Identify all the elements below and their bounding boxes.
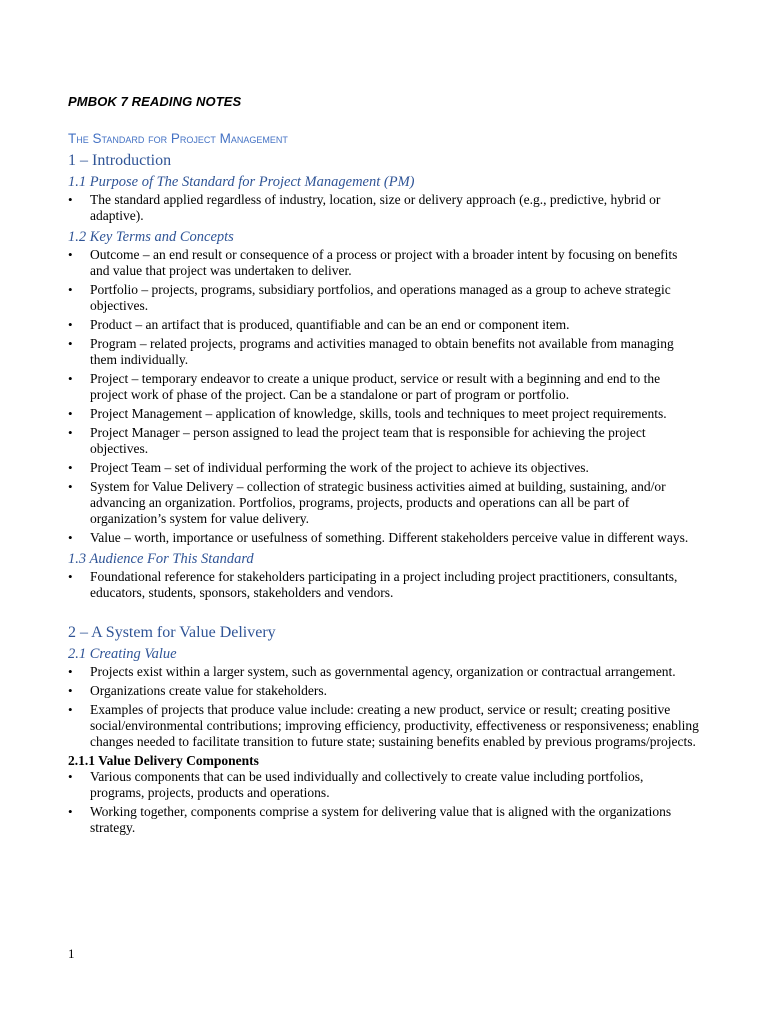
bullet-icon: • [68,479,73,494]
list-item: • Working together, components comprise a system for delivering value that is aligned with the organizations strategy. [68,804,672,835]
list-item: • Product – an artifact that is produced, quantifiable and can be an end or component item. [68,317,570,332]
list-item: • Project Team – set of individual performing the work of the project to achieve its objectives. [68,460,589,475]
bullet-icon: • [68,336,73,351]
list-item: • Foundational reference for stakeholders participating in a project including project practitioners, consultants, educators, students, sponsors, stakeholders and vendors. [68,569,678,600]
bullet-list-1-2 [68,247,700,546]
bullet-icon: • [68,683,73,698]
list-item: • Project Management – application of knowledge, skills, tools and techniques to meet project requirements. [68,406,667,421]
bullet-list-1-1 [68,192,700,224]
subsection-heading-2-1: 2.1 Creating Value [68,646,177,662]
bullet-icon: • [68,702,73,717]
section-spacer [68,604,700,622]
subsection-heading-1-2: 1.2 Key Terms and Concepts [68,229,234,245]
bullet-icon: • [68,406,73,421]
document-title: PMBOK 7 READING NOTES [68,94,242,109]
part-heading: The Standard for Project Management [68,131,288,146]
bullet-icon: • [68,282,73,297]
list-item: • Project – temporary endeavor to create a unique product, service or result with a beginning and end to the project work of phase of the project. Can be a standalone or part of program or portfolio. [68,371,661,402]
list-item: • Project Manager – person assigned to lead the project team that is responsible for achieving the project objectives. [68,425,646,456]
bullet-icon: • [68,317,73,332]
bullet-icon: • [68,425,73,440]
list-item: • Organizations create value for stakeholders. [68,683,328,698]
section-heading-2: 2 – A System for Value Delivery [68,624,276,641]
bullet-icon: • [68,664,73,679]
bullet-icon: • [68,804,73,819]
list-item: • System for Value Delivery – collection of strategic business activities aimed at building, sustaining, and/or advancing an organization. Portfolios, programs, projects, products and operations can all be part of organization’s system for value delivery. [68,479,666,526]
subsection-heading-1-3: 1.3 Audience For This Standard [68,551,254,567]
list-item: • Value – worth, importance or usefulness of something. Different stakeholders perceive value in different ways. [68,530,689,545]
page-number: 1 [68,946,75,961]
bullet-list-1-3 [68,569,700,601]
bullet-icon: • [68,569,73,584]
section-heading-1: 1 – Introduction [68,152,172,169]
list-item: • Various components that can be used individually and collectively to create value including portfolios, programs, projects, products and operations. [68,769,644,800]
document-body [68,128,700,839]
list-item: • The standard applied regardless of industry, location, size or delivery approach (e.g., predictive, hybrid or adaptive). [68,192,661,223]
list-item: • Outcome – an end result or consequence of a process or project with a broader intent by focusing on benefits and value that project was undertaken to deliver. [68,247,678,278]
bullet-icon: • [68,247,73,262]
bullet-icon: • [68,192,73,207]
bullet-icon: • [68,371,73,386]
bullet-icon: • [68,460,73,475]
list-item: • Portfolio – projects, programs, subsidiary portfolios, and operations managed as a group to acheve strategic objectives. [68,282,671,313]
bullet-list-2-1 [68,664,700,750]
bullet-list-2-1-1 [68,769,700,836]
subsubsection-heading-2-1-1: 2.1.1 Value Delivery Components [68,753,259,768]
bullet-icon: • [68,769,73,784]
subsection-heading-1-1: 1.1 Purpose of The Standard for Project Management (PM) [68,174,415,190]
list-item: • Program – related projects, programs and activities managed to obtain benefits not available from managing them individually. [68,336,674,367]
list-item: • Examples of projects that produce value include: creating a new product, service or result; creating positive social/environmental contributions; improving efficiency, productivity, effectiveness or responsiveness; enabling changes needed to facilitate transition to future state; sustaining benefits enabled by previous programs/projects. [68,702,699,749]
bullet-icon: • [68,530,73,545]
list-item: • Projects exist within a larger system, such as governmental agency, organization or contractual arrangement. [68,664,676,679]
